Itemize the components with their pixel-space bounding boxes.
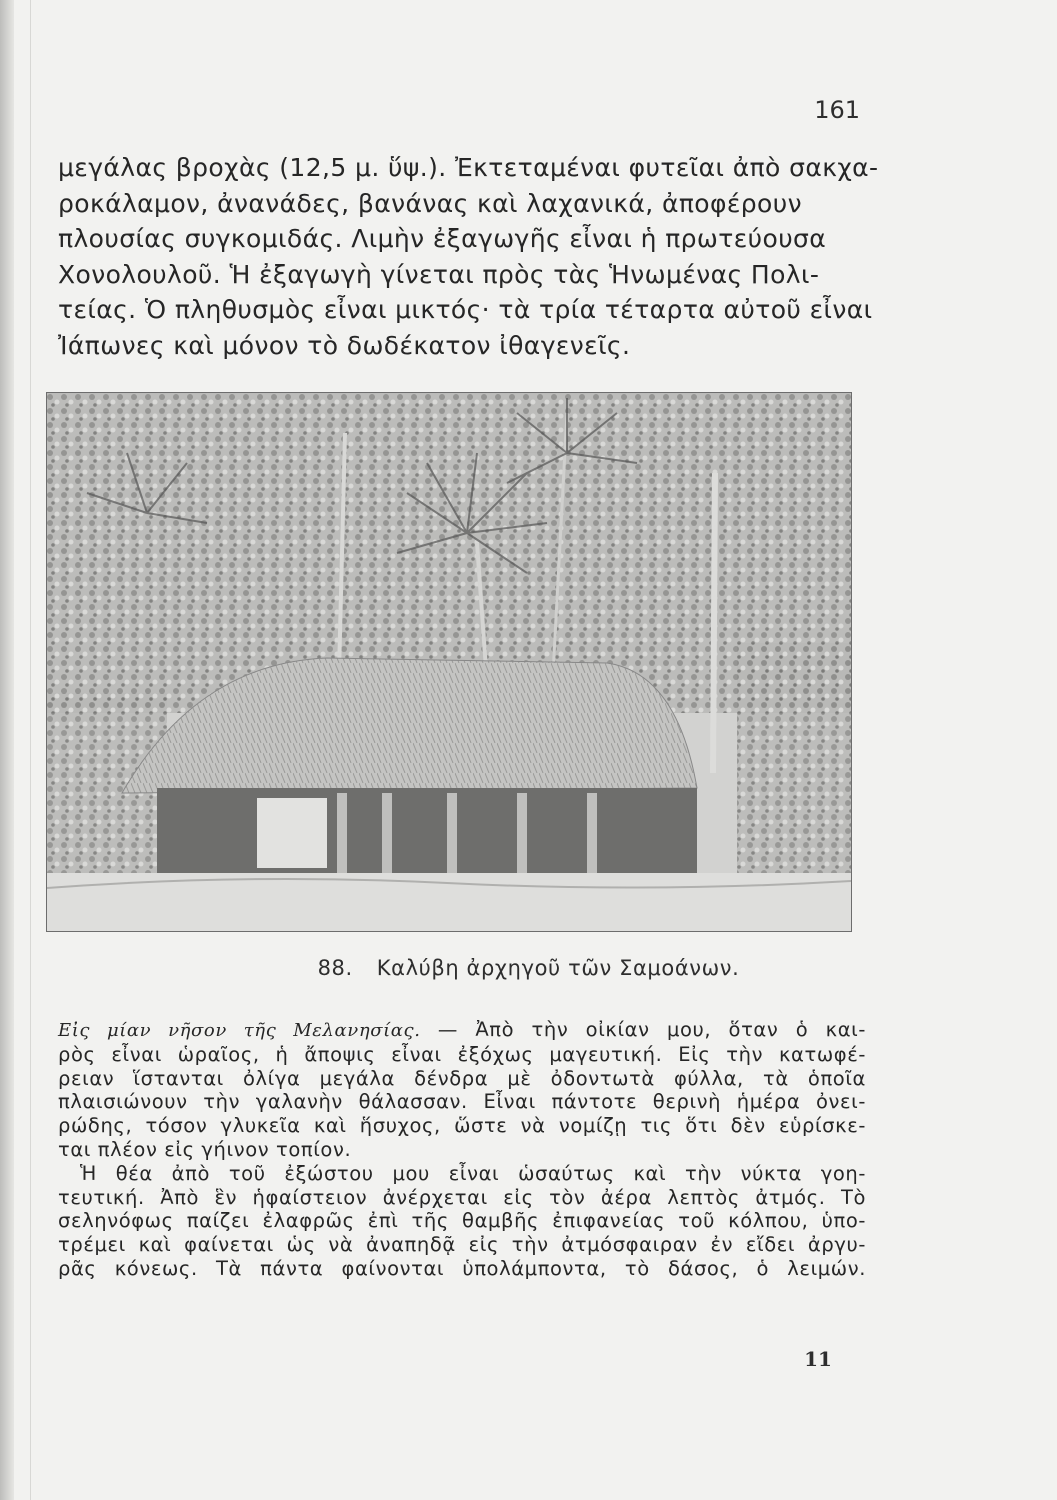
text-line: ρειαν ἵστανται ὀλίγα μεγάλα δένδρα μὲ ὀδοντωτὰ φύλλα, τὰ ὁποῖα	[58, 1066, 866, 1090]
text-line: ρώδης, τόσον γλυκεῖα καὶ ἥσυχος, ὥστε νὰ νομίζῃ τις ὅτι δὲν εὑρίσκε-	[58, 1114, 866, 1138]
text-line: πλαισιώνουν τὴν γαλανὴν θάλασσαν. Εἶναι πάντοτε θερινὴ ἡμέρα ὀνει-	[58, 1090, 866, 1114]
text-line: τρέμει καὶ φαίνεται ὡς νὰ ἀναπηδᾷ εἰς τὴν ἀτμόσφαιραν ἐν εἴδει ἀργυ-	[58, 1233, 866, 1257]
top-paragraph	[58, 150, 879, 363]
text-line: πλουσίας συγκομιδάς. Λιμὴν ἐξαγωγῆς εἶναι ἡ πρωτεύουσα	[58, 224, 827, 253]
text-line: τευτική. Ἀπὸ ἓν ἡφαίστειον ἀνέρχεται εἰς τὸν ἀέρα λεπτὸς ἀτμός. Τὸ	[58, 1185, 866, 1209]
text-line: ται πλέον εἰς γήινον τοπίον.	[58, 1137, 352, 1161]
printer-signature: 11	[804, 1347, 832, 1371]
page-number: 161	[814, 96, 860, 124]
photo-hut-palms-icon	[47, 393, 851, 931]
figure-caption	[0, 956, 1057, 980]
figure-caption-text: Καλύβη ἀρχηγοῦ τῶν Σαμοάνων.	[376, 956, 740, 980]
section-heading: Εἰς μίαν νῆσον τῆς Μελανησίας.	[58, 1020, 421, 1041]
text-line: Ἰάπωνες καὶ μόνον τὸ δωδέκατον ἰθαγενεῖς.	[58, 330, 631, 360]
figure-number: 88.	[317, 956, 353, 980]
text-line: τείας. Ὁ πληθυσμὸς εἶναι μικτός· τὰ τρία τέταρτα αὐτοῦ εἶναι	[58, 295, 873, 324]
text-line: Χονολουλοῦ. Ἡ ἐξαγωγὴ γίνεται πρὸς τὰς Ἡνωμένας Πολι-	[58, 259, 820, 289]
heading-continuation: — Ἀπὸ τὴν οἰκίαν μου, ὅταν ὁ και-	[420, 1018, 866, 1041]
text-line: ρᾶς κόνεως. Τὰ πάντα φαίνονται ὑπολάμποντα, τὸ δάσος, ὁ λειμών.	[58, 1256, 866, 1280]
hut-photograph	[46, 392, 852, 932]
text-line: ροκάλαμον, ἀνανάδες, βανάνας καὶ λαχανικά, ἀποφέρουν	[58, 188, 802, 218]
text-line	[58, 1018, 866, 1043]
text-line: Ἡ θέα ἀπὸ τοῦ ἐξώστου μου εἶναι ὡσαύτως καὶ τὴν νύκτα γοη-	[80, 1161, 866, 1185]
text-line: ρὸς εἶναι ὡραῖος, ἡ ἄποψις εἶναι ἐξόχως μαγευτική. Εἰς τὴν κατωφέ-	[58, 1042, 866, 1066]
text-line: μεγάλας βροχὰς (12,5 μ. ὕψ.). Ἐκτεταμέναι φυτεῖαι ἀπὸ σακχα-	[58, 153, 879, 182]
text-line: σεληνόφως παίζει ἐλαφρῶς ἐπὶ τῆς θαμβῆς ἐπιφανείας τοῦ κόλπου, ὑπο-	[58, 1209, 866, 1233]
page-fold-line	[30, 0, 31, 1500]
page-binding-edge	[0, 0, 14, 1500]
lower-paragraph	[58, 1018, 866, 1281]
